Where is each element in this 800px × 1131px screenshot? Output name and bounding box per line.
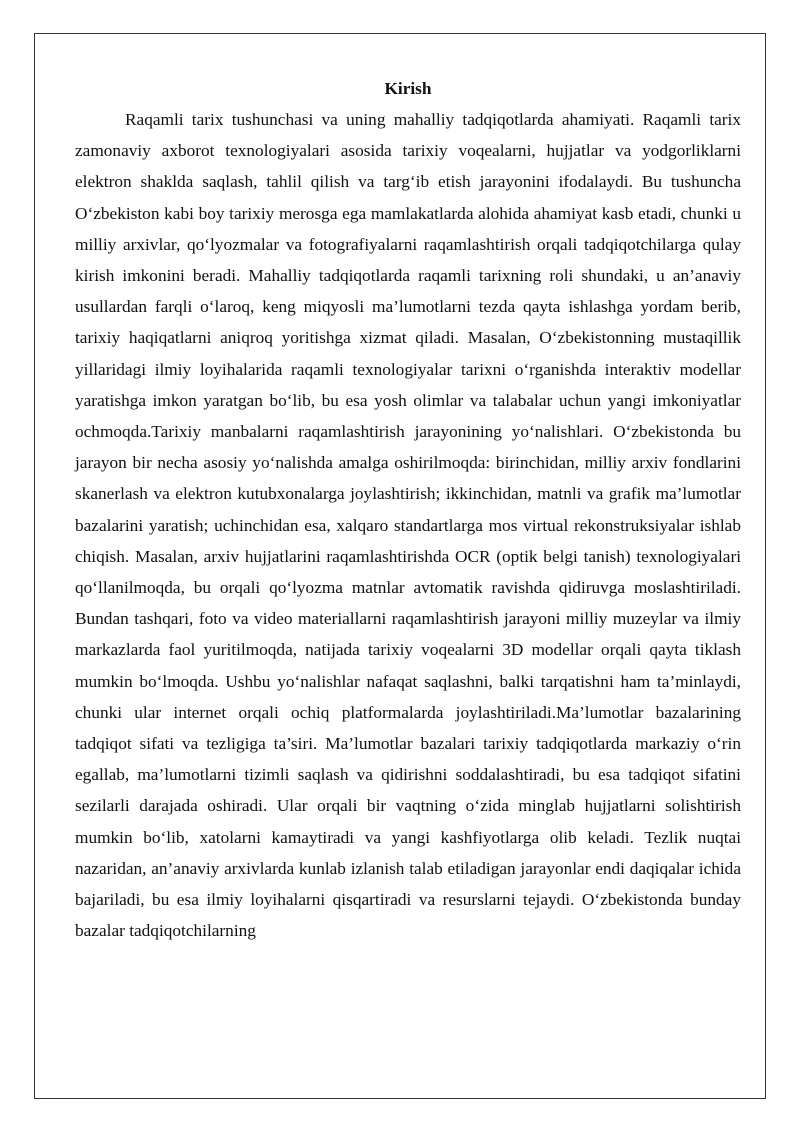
document-content <box>75 73 741 946</box>
document-title: Kirish <box>384 79 432 98</box>
body-paragraph: Raqamli tarix tushunchasi va uning mahalliy tadqiqotlarda ahamiyati. Raqamli tarix zamonaviy axborot texnologiyalari asosida tarixiy voqealarni, hujjatlar va yodgorliklarni elektron shaklda saqlash, tahlil qilish va targ‘ib etish jarayonini ifodalaydi. Bu tushuncha O‘zbekiston kabi boy tarixiy merosga ega mamlakatlarda alohida ahamiyat kasb etadi, chunki u milliy arxivlar, qo‘lyozmalar va fotografiyalarni raqamlashtirish orqali tadqiqotchilarga qulay kirish imkonini beradi. Mahalliy tadqiqotlarda raqamli tarixning roli shundaki, u an’anaviy usullardan farqli o‘laroq, keng miqyosli ma’lumotlarni tezda qayta ishlashga yordam berib, tarixiy haqiqatlarni aniqroq yoritishga xizmat qiladi. Masalan, O‘zbekistonning mustaqillik yillaridagi ilmiy loyihalarida raqamli texnologiyalar tarixni o‘rganishda interaktiv modellar yaratishga imkon yaratgan bo‘lib, bu esa yosh olimlar va talabalar uchun yangi imkoniyatlar ochmoqda.Tarixiy manbalarni raqamlashtirish jarayonining yo‘nalishlari. O‘zbekistonda bu jarayon bir necha asosiy yo‘nalishda amalga oshirilmoqda: birinchidan, milliy arxiv fondlarini skanerlash va elektron kutubxonalarga joylashtirish; ikkinchidan, matnli va grafik ma’lumotlar bazalarini yaratish; uchinchidan esa, xalqaro standartlarga mos virtual rekonstruksiyalar ishlab chiqish. Masalan, arxiv hujjatlarini raqamlashtirishda OCR (optik belgi tanish) texnologiyalari qo‘llanilmoqda, bu orqali qo‘lyozma matnlar avtomatik ravishda qidiruvga moslashtiriladi. Bundan tashqari, foto va video materiallarni raqamlashtirish jarayoni milliy muzeylar va ilmiy markazlarda faol yuritilmoqda, natijada tarixiy voqealarni 3D modellar orqali qayta tiklash mumkin bo‘lmoqda. Ushbu yo‘nalishlar nafaqat saqlashni, balki tarqatishni ham ta’minlaydi, chunki ular internet orqali ochiq platformalarda joylashtiriladi.Ma’lumotlar bazalarining tadqiqot sifati va tezligiga ta’siri. Ma’lumotlar bazalari tarixiy tadqiqotlarda markaziy o‘rin egallab, ma’lumotlarni tizimli saqlash va qidirishni soddalashtiradi, bu esa tadqiqot sifatini sezilarli darajada oshiradi. Ular orqali bir vaqtning o‘zida minglab hujjatlarni solishtirish mumkin bo‘lib, xatolarni kamaytiradi va yangi kashfiyotlarga olib keladi. Tezlik nuqtai nazaridan, an’anaviy arxivlarda kunlab izlanish talab etiladigan jarayonlar endi daqiqalar ichida bajariladi, bu esa ilmiy loyihalarni qisqartiradi va resurslarni tejaydi. O‘zbekistonda bunday bazalar tadqiqotchilarning <box>75 110 741 941</box>
